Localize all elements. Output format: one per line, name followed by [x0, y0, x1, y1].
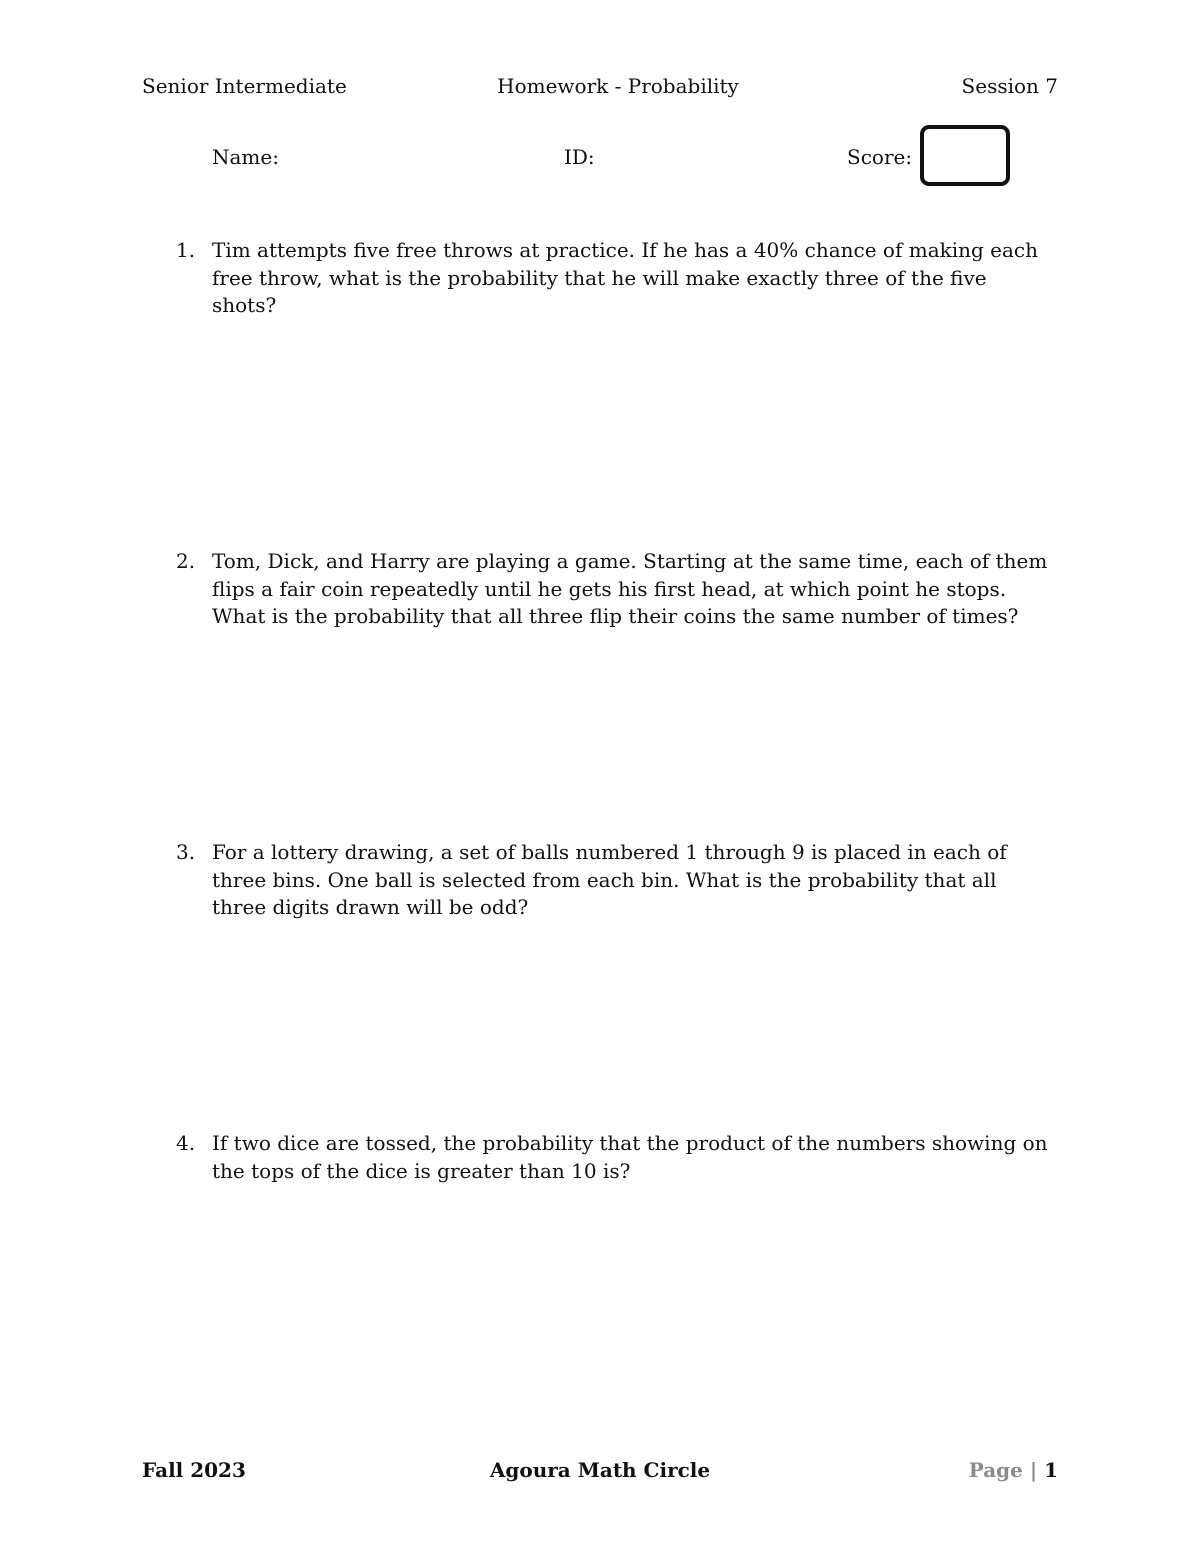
header-course: Senior Intermediate — [142, 74, 347, 98]
question-number: 4. — [176, 1131, 196, 1155]
question-text: If two dice are tossed, the probability that the product of the numbers showing on the tops of the dice is greater than 10 is? — [212, 1131, 1048, 1183]
question-2 — [176, 548, 1056, 631]
footer-term: Fall 2023 — [142, 1458, 246, 1482]
question-text: Tom, Dick, and Harry are playing a game. Starting at the same time, each of them flips a fair coin repeatedly until he gets his first head, at which point he stops. What is the probability that all three flip their coins the same number of times? — [212, 549, 1048, 628]
header-title: Homework - Probability — [497, 74, 739, 98]
question-number: 2. — [176, 549, 196, 573]
page-separator: | — [1029, 1458, 1038, 1482]
question-4 — [176, 1130, 1056, 1185]
footer-organization: Agoura Math Circle — [489, 1458, 711, 1482]
name-label: Name: — [212, 145, 279, 169]
question-number: 3. — [176, 840, 196, 864]
score-label: Score: — [847, 145, 913, 169]
page-number: 1 — [1044, 1458, 1058, 1482]
question-number: 1. — [176, 238, 196, 262]
id-label: ID: — [564, 145, 595, 169]
score-box — [920, 125, 1010, 186]
question-3 — [176, 839, 1056, 922]
footer-page-number — [969, 1456, 1058, 1484]
header-session: Session 7 — [961, 74, 1058, 98]
page-word: Page — [968, 1458, 1023, 1482]
question-text: Tim attempts five free throws at practice. If he has a 40% chance of making each free throw, what is the probability that he will make exactly three of the five shots? — [212, 238, 1039, 317]
question-text: For a lottery drawing, a set of balls numbered 1 through 9 is placed in each of three bins. One ball is selected from each bin. What is the probability that all three digits drawn will be odd? — [212, 840, 1007, 919]
question-1 — [176, 237, 1056, 320]
